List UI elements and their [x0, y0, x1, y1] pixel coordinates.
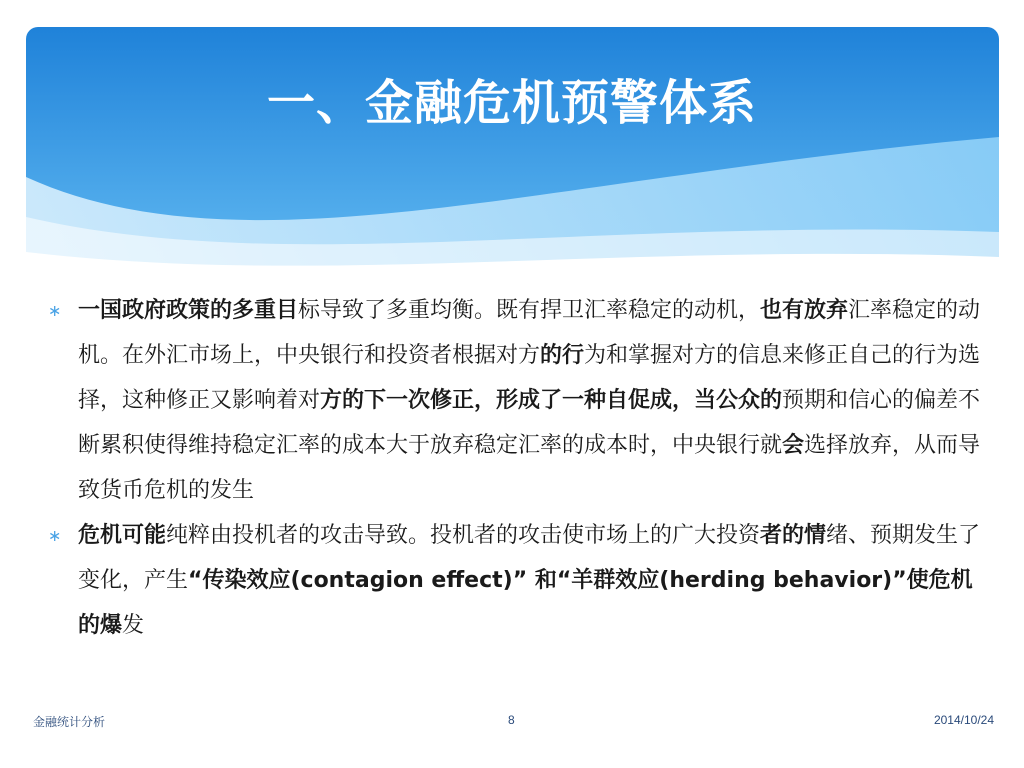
- bullet-marker-icon: ∗: [48, 301, 62, 320]
- bullet-2-text: 者的情: [760, 523, 827, 548]
- footer-course-name: 金融统计分析: [33, 715, 106, 729]
- bullet-1-text: 汇率稳定的动机。在外汇市场上，中央银行和投资者根据对方: [78, 298, 981, 368]
- bullet-1-text: 为和掌握对方的信息来修正自己的行为选择，这种修正又影响着对: [78, 343, 981, 413]
- bullet-1-text: 选择放弃，从而导致货币危机的发生: [78, 433, 981, 503]
- bullet-2-text: 绪、预期发生了变化，产生: [78, 523, 981, 593]
- slide-content: [44, 288, 984, 648]
- bullet-1-text: 一国政府政策的多重目: [78, 298, 299, 323]
- footer-page-number: 8: [508, 713, 515, 727]
- bullet-2-text: “传染效应(contagion effect)” 和“羊群效应(herding behavior)”使危机的爆: [78, 568, 973, 638]
- bullet-marker-icon: ∗: [48, 526, 62, 545]
- slide-title: 一、金融危机预警体系: [266, 75, 757, 131]
- bullet-1-text: 方的下一次修正，形成了一种自促成，当公众的: [320, 388, 783, 413]
- bullet-item-2: [44, 513, 984, 648]
- bullet-2-text: 危机可能: [78, 523, 167, 548]
- bullet-1-text: 会: [782, 433, 805, 458]
- bullet-1-text: 标导致了多重均衡。既有捍卫汇率稳定的动机，: [298, 298, 761, 323]
- bullet-2-text: 纯粹由投机者的攻击导致。投机者的攻击使市场上的广大投资: [166, 523, 761, 548]
- footer-date: 2014/10/24: [933, 713, 994, 727]
- bullet-item-1: [44, 288, 984, 513]
- bullet-1-text: 预期和信心的偏差不断: [78, 388, 981, 458]
- bullet-1-text: 的行: [540, 343, 585, 368]
- bullet-1-text: 也有放弃: [760, 298, 849, 323]
- bullet-2-text: 发: [122, 613, 145, 638]
- bullet-1-text: 累积使得维持稳定汇率的成本大于放弃稳定汇率的成本时，中央银行就: [100, 433, 783, 458]
